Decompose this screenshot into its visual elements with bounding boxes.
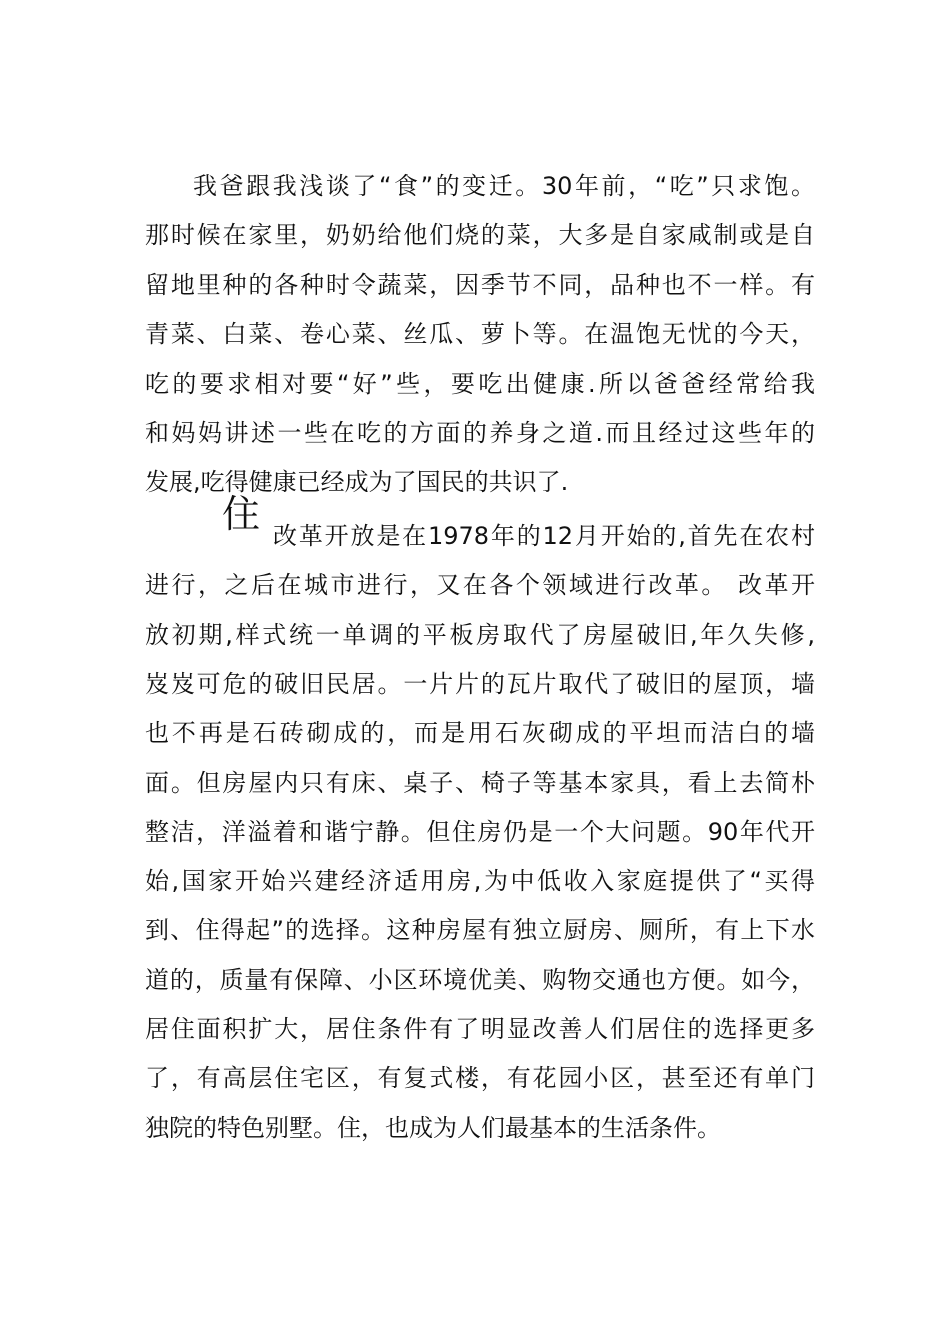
text-line: 放初期,样式统一单调的平板房取代了房屋破旧,年久失修, (145, 621, 815, 649)
text-line: 也不再是石砖砌成的，而是用石灰砌成的平坦而洁白的墙 (145, 719, 815, 747)
section-heading: 住 (222, 492, 261, 536)
text-line: 发展,吃得健康已经成为了国民的共识了. (145, 468, 569, 496)
text-line: 那时候在家里，奶奶给他们烧的菜，大多是自家咸制或是自 (145, 221, 815, 249)
text-line: 整洁，洋溢着和谐宁静。但住房仍是一个大问题。90年代开 (145, 818, 815, 846)
text-line: 吃的要求相对要“好”些，要吃出健康.所以爸爸经常给我 (145, 370, 815, 398)
text-line: 始,国家开始兴建经济适用房,为中低收入家庭提供了“买得 (145, 867, 815, 895)
text-line: 岌岌可危的破旧民居。一片片的瓦片取代了破旧的屋顶，墙 (145, 670, 815, 698)
text-line: 独院的特色别墅。住，也成为人们最基本的生活条件。 (145, 1114, 721, 1142)
text-line: 和妈妈讲述一些在吃的方面的养身之道.而且经过这些年的 (145, 419, 815, 447)
text-line: 改革开放是在1978年的12月开始的,首先在农村 (273, 522, 815, 550)
text-line: 道的，质量有保障、小区环境优美、购物交通也方便。如今， (145, 966, 815, 994)
text-line: 居住面积扩大，居住条件有了明显改善人们居住的选择更多 (145, 1015, 815, 1043)
text-line: 青菜、白菜、卷心菜、丝瓜、萝卜等。在温饱无忧的今天， (145, 320, 815, 348)
text-line: 面。但房屋内只有床、桌子、椅子等基本家具，看上去简朴 (145, 769, 815, 797)
text-line: 进行，之后在城市进行，又在各个领域进行改革。 改革开 (145, 571, 815, 599)
text-line: 我爸跟我浅谈了“食”的变迁。30年前，“吃”只求饱。 (193, 172, 815, 200)
text-line: 留地里种的各种时令蔬菜，因季节不同，品种也不一样。有 (145, 271, 815, 299)
text-line: 了，有高层住宅区，有复式楼，有花园小区，甚至还有单门 (145, 1064, 815, 1092)
text-line: 到、住得起”的选择。这种房屋有独立厨房、厕所，有上下水 (145, 916, 815, 944)
